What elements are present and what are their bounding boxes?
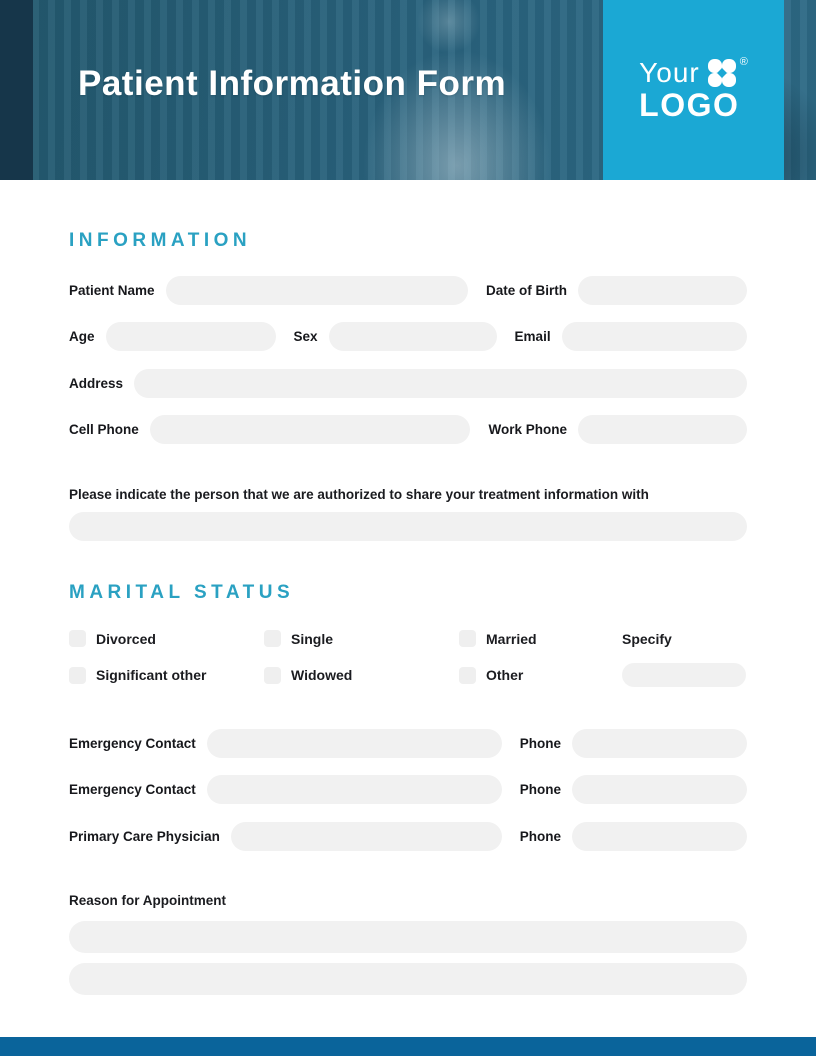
row-age-sex-email bbox=[69, 322, 747, 351]
email-label: Email bbox=[514, 329, 551, 344]
significant-other-checkbox[interactable] bbox=[69, 667, 86, 684]
cell-phone-field[interactable] bbox=[150, 415, 471, 444]
emergency-contact-row-1 bbox=[69, 729, 747, 758]
section-heading-marital-status: MARITAL STATUS bbox=[69, 582, 295, 603]
age-label: Age bbox=[69, 329, 95, 344]
option-significant-other bbox=[69, 667, 264, 684]
flower-logo-icon bbox=[708, 59, 736, 87]
emergency-contact-2-field[interactable] bbox=[207, 775, 502, 804]
marital-options-row-2 bbox=[69, 663, 747, 687]
married-checkbox[interactable] bbox=[459, 630, 476, 647]
primary-care-physician-label: Primary Care Physician bbox=[69, 829, 220, 844]
age-field[interactable] bbox=[106, 322, 276, 351]
row-patient-name-dob bbox=[69, 276, 747, 305]
emergency-contact-2-phone-field[interactable] bbox=[572, 775, 747, 804]
primary-care-physician-phone-field[interactable] bbox=[572, 822, 747, 851]
option-widowed bbox=[264, 667, 459, 684]
patient-name-label: Patient Name bbox=[69, 283, 155, 298]
option-divorced bbox=[69, 630, 264, 647]
emergency-contact-1-phone-label: Phone bbox=[519, 736, 561, 751]
row-address bbox=[69, 369, 747, 398]
specify-label: Specify bbox=[622, 630, 672, 647]
other-checkbox[interactable] bbox=[459, 667, 476, 684]
divorced-checkbox[interactable] bbox=[69, 630, 86, 647]
reason-for-appointment-label: Reason for Appointment bbox=[69, 893, 226, 908]
logo-text-your: Your bbox=[639, 57, 700, 88]
footer-accent-bar bbox=[0, 1037, 816, 1056]
other-label: Other bbox=[486, 667, 524, 683]
cell-phone-label: Cell Phone bbox=[69, 422, 139, 437]
page-title: Patient Information Form bbox=[78, 64, 507, 103]
emergency-contact-row-2 bbox=[69, 775, 747, 804]
work-phone-label: Work Phone bbox=[488, 422, 567, 437]
primary-care-physician-phone-label: Phone bbox=[519, 829, 561, 844]
sex-field[interactable] bbox=[329, 322, 497, 351]
address-label: Address bbox=[69, 376, 124, 391]
logo bbox=[639, 56, 748, 123]
emergency-contact-2-phone-label: Phone bbox=[519, 782, 561, 797]
option-other bbox=[459, 667, 622, 684]
date-of-birth-label: Date of Birth bbox=[486, 283, 567, 298]
widowed-checkbox[interactable] bbox=[264, 667, 281, 684]
reason-for-appointment-field-line-1[interactable] bbox=[69, 921, 747, 953]
widowed-label: Widowed bbox=[291, 667, 353, 683]
primary-care-physician-field[interactable] bbox=[231, 822, 502, 851]
patient-name-field[interactable] bbox=[166, 276, 468, 305]
reason-for-appointment-field-line-2[interactable] bbox=[69, 963, 747, 995]
sex-label: Sex bbox=[293, 329, 318, 344]
header-banner bbox=[0, 0, 816, 180]
registered-trademark-icon: ® bbox=[739, 56, 748, 68]
single-checkbox[interactable] bbox=[264, 630, 281, 647]
emergency-contact-2-label: Emergency Contact bbox=[69, 782, 196, 797]
emergency-contact-1-label: Emergency Contact bbox=[69, 736, 196, 751]
email-field[interactable] bbox=[562, 322, 747, 351]
option-single bbox=[264, 630, 459, 647]
specify-field[interactable] bbox=[622, 663, 746, 687]
logo-box bbox=[603, 0, 784, 180]
section-heading-information: INFORMATION bbox=[69, 230, 252, 251]
date-of-birth-field[interactable] bbox=[578, 276, 747, 305]
emergency-contact-1-phone-field[interactable] bbox=[572, 729, 747, 758]
work-phone-field[interactable] bbox=[578, 415, 747, 444]
form-body bbox=[0, 230, 816, 995]
marital-options-row-1 bbox=[69, 630, 747, 647]
address-field[interactable] bbox=[134, 369, 747, 398]
logo-text-logo: LOGO bbox=[639, 87, 740, 123]
significant-other-label: Significant other bbox=[96, 667, 207, 683]
row-phones bbox=[69, 415, 747, 444]
specify-label-col bbox=[622, 631, 672, 647]
option-married bbox=[459, 630, 622, 647]
specify-field-col bbox=[622, 663, 746, 687]
married-label: Married bbox=[486, 630, 537, 647]
authorized-person-field[interactable] bbox=[69, 512, 747, 541]
primary-care-physician-row bbox=[69, 822, 747, 851]
divorced-label: Divorced bbox=[96, 630, 156, 647]
emergency-contact-1-field[interactable] bbox=[207, 729, 502, 758]
authorization-note: Please indicate the person that we are authorized to share your treatment information with bbox=[69, 487, 649, 502]
single-label: Single bbox=[291, 630, 334, 647]
